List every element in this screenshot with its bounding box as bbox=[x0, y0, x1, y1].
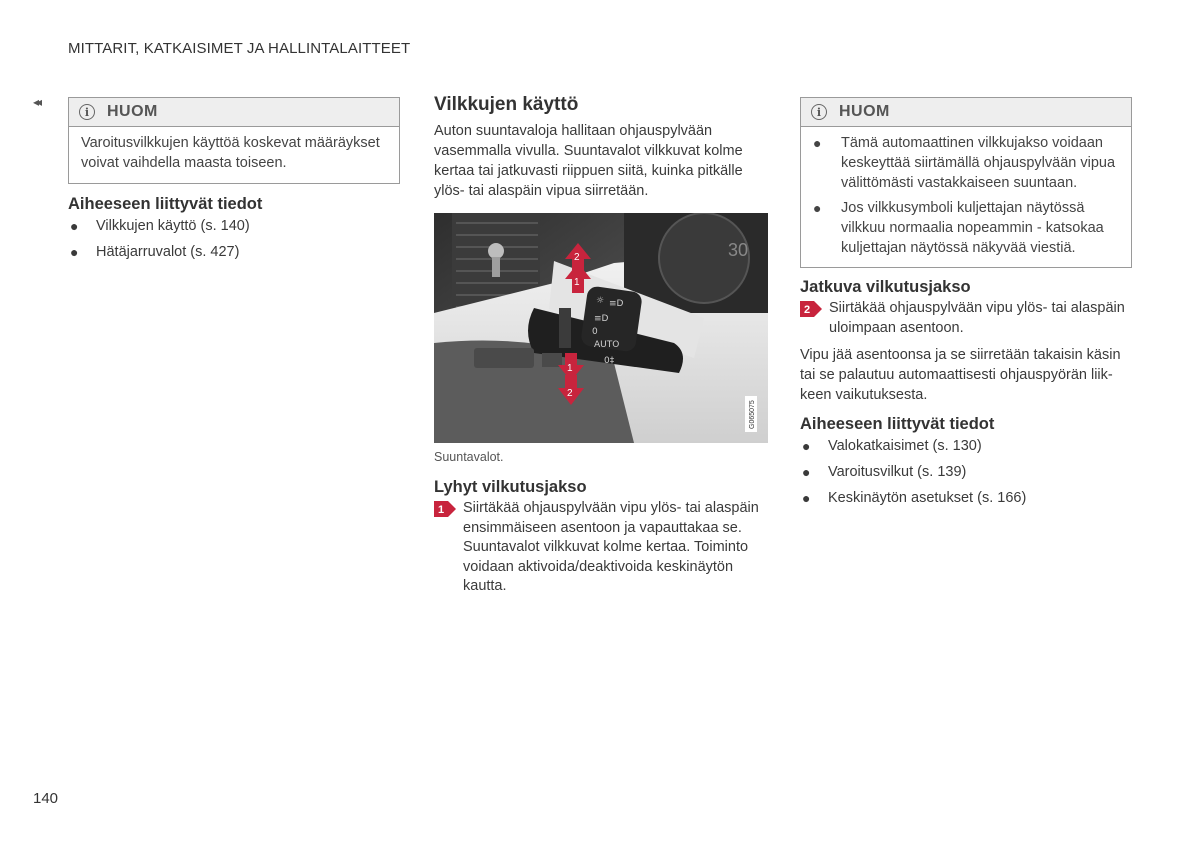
related-link[interactable]: ● Vilkkujen käyttö (s. 140) bbox=[70, 218, 250, 234]
step-2-text: Siirtäkää ohjauspylvään vipu ylös- tai alaspäin uloimpaan asentoon. bbox=[829, 300, 1125, 336]
svg-text:0: 0 bbox=[592, 327, 598, 337]
step-1-text: Siirtäkää ohjauspylvään vipu ylös- tai alaspäin ensimmäiseen asentoon ja vapauttakaa se. Suuntavalot vilkkuvat kolme kertaa. Toiminto voidaan aktivoida/deaktivoida keskinäytön kautta. bbox=[463, 500, 759, 594]
related-heading: Aiheeseen liittyvät tiedot bbox=[800, 415, 995, 433]
continuous-flash-heading: Jatkuva vilkutusjakso bbox=[800, 278, 971, 296]
svg-text:2: 2 bbox=[567, 388, 573, 399]
note-header bbox=[69, 98, 399, 127]
figure-caption: Suuntavalot. bbox=[434, 450, 504, 464]
related-link[interactable]: ● Varoitusvilkut (s. 139) bbox=[802, 464, 967, 480]
related-link[interactable]: ● Keskinäytön asetukset (s. 166) bbox=[802, 490, 1027, 506]
continuous-paragraph: Vipu jää asentoonsa ja se siirretään takaisin käsin tai se palautuu automaattisesti ohjauspyörän liikkeen vaikutuksesta. bbox=[800, 347, 1121, 403]
svg-text:AUTO: AUTO bbox=[594, 340, 620, 350]
svg-text:≡D: ≡D bbox=[594, 314, 609, 324]
related-list bbox=[800, 436, 1132, 508]
middle-column-text bbox=[434, 94, 770, 201]
intro-paragraph: Auton suuntavaloja hallitaan ohjauspylvään vasemmalla vivulla. Suuntavalot vilkkuvat kolme kertaa tai jatkuvasti riippuen siitä, kuinka pitkälle ylös- tai alaspäin vipua siirretään. bbox=[434, 123, 743, 199]
section-title: MITTARIT, KATKAISIMET JA HALLINTALAITTEET bbox=[68, 40, 411, 57]
note-header bbox=[801, 98, 1131, 127]
step-1-badge-icon bbox=[434, 501, 456, 517]
svg-text:1: 1 bbox=[574, 277, 580, 288]
lever-illustration bbox=[434, 213, 768, 443]
note-title: HUOM bbox=[107, 103, 158, 120]
speedometer-readout: 30 bbox=[728, 240, 749, 260]
note-item: ● Jos vilkkusymboli kuljettajan näytössä vilkkuu normaalia nopeammin - katsokaa kuljettajan näytössä näkyvää viestiä. bbox=[813, 200, 1104, 256]
svg-text:1: 1 bbox=[438, 504, 445, 516]
section-heading: Vilkkujen käyttö bbox=[434, 94, 579, 115]
note-box-left bbox=[68, 97, 400, 184]
related-link[interactable]: ● Hätäjarruvalot (s. 427) bbox=[70, 244, 240, 260]
svg-text:2: 2 bbox=[804, 304, 811, 316]
step-1 bbox=[434, 499, 770, 597]
note-item: ● Tämä automaattinen vilkkujakso voidaan keskeyttää siirtämällä ohjauspylvään vipua välittömästi vastakkaiseen suuntaan. bbox=[813, 135, 1116, 191]
info-icon: i bbox=[79, 104, 95, 120]
note-box-right bbox=[800, 97, 1132, 268]
page-number: 140 bbox=[33, 790, 59, 807]
turn-signal-lever-photo bbox=[434, 213, 768, 443]
step-2-badge-icon bbox=[800, 301, 822, 317]
back-navigation-icon[interactable]: ◂◂ bbox=[33, 95, 40, 109]
figure-code: G065075 bbox=[749, 400, 756, 429]
step-2 bbox=[800, 299, 1132, 338]
short-flash-heading: Lyhyt vilkutusjakso bbox=[434, 478, 587, 496]
note-list bbox=[813, 133, 1119, 258]
svg-text:0‡: 0‡ bbox=[604, 356, 615, 366]
note-body bbox=[801, 127, 1131, 267]
svg-text:≡D: ≡D bbox=[609, 299, 624, 309]
related-info-right bbox=[800, 415, 1132, 514]
note-title: HUOM bbox=[839, 103, 890, 120]
related-list bbox=[68, 216, 400, 262]
svg-text:☼: ☼ bbox=[596, 296, 605, 306]
related-info-left bbox=[68, 195, 400, 268]
svg-text:2: 2 bbox=[574, 252, 580, 263]
note-text: Varoitusvilkkujen käyttöä koskevat määräykset voivat vaihdella maasta toiseen. bbox=[81, 135, 380, 171]
svg-text:1: 1 bbox=[567, 363, 573, 374]
related-heading: Aiheeseen liittyvät tiedot bbox=[68, 195, 263, 213]
related-link[interactable]: ● Valokatkaisimet (s. 130) bbox=[802, 438, 982, 454]
continuous-flash-section bbox=[800, 278, 1132, 405]
short-flash-section bbox=[434, 478, 770, 597]
info-icon: i bbox=[811, 104, 827, 120]
